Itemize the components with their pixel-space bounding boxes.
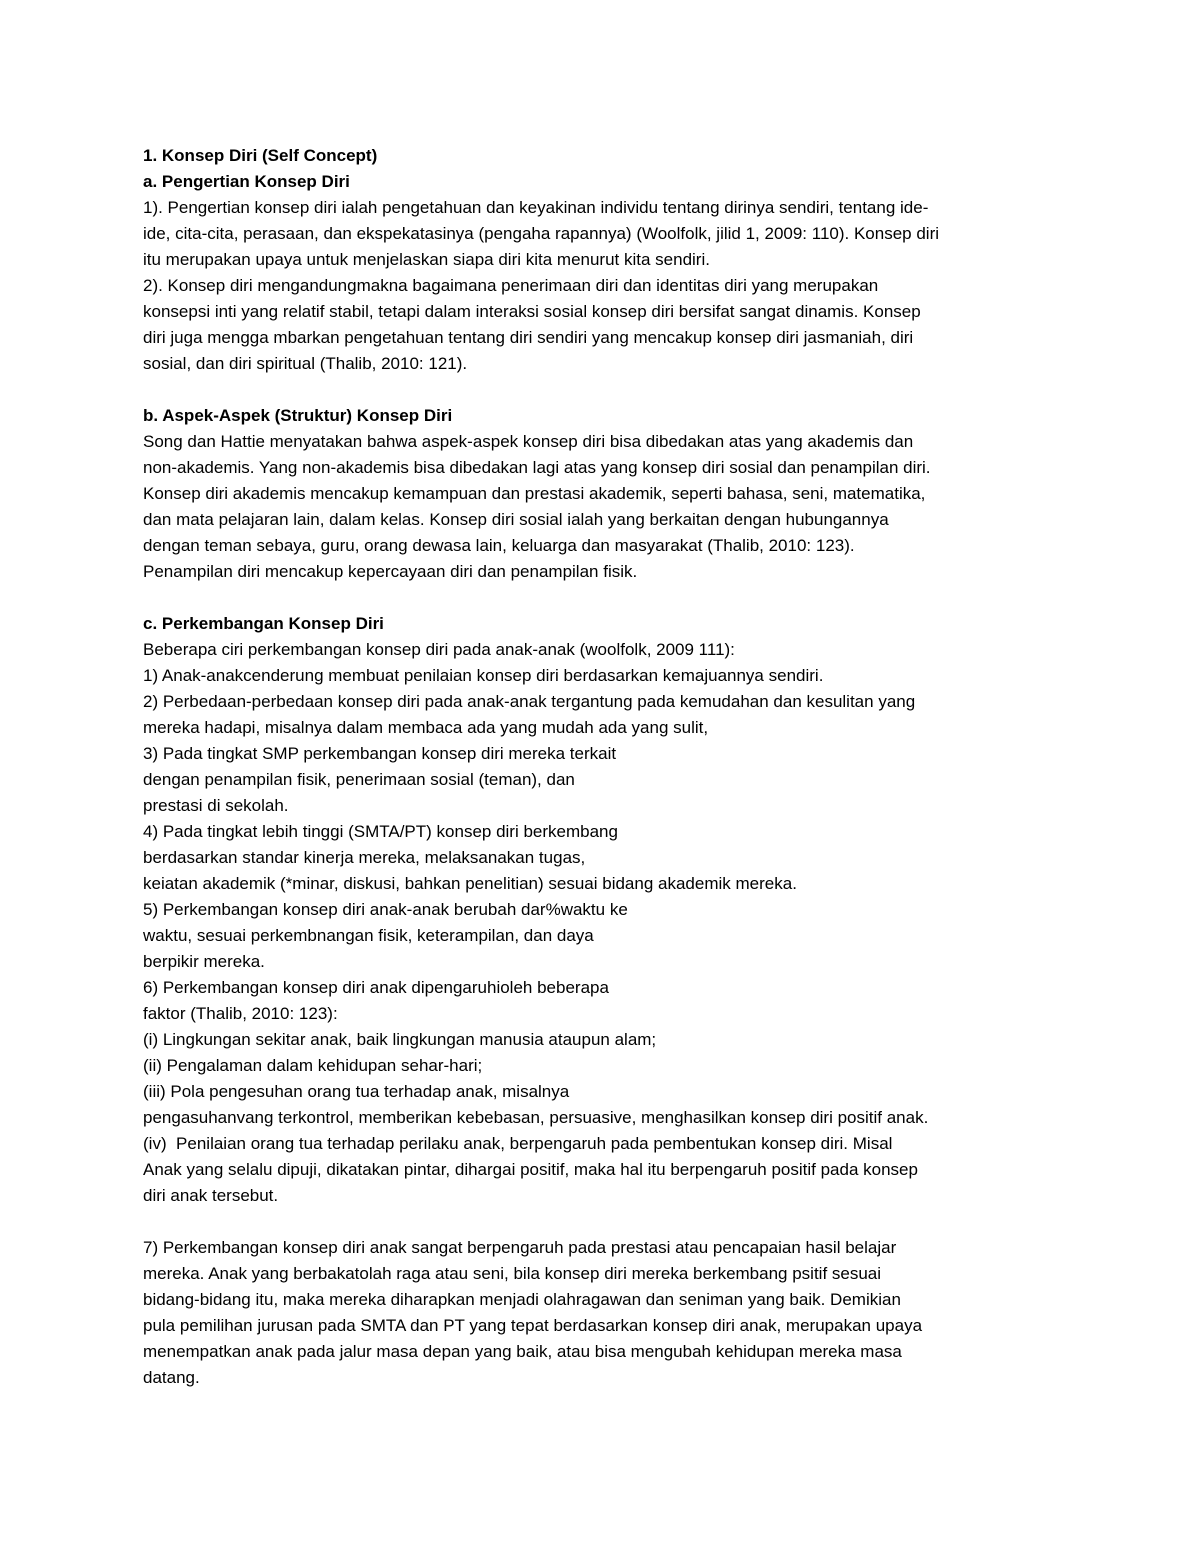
list-item-line: keiatan akademik (*minar, diskusi, bahkan penelitian) sesuai bidang akademik mereka. — [143, 874, 797, 893]
paragraph-line: konsepsi inti yang relatif stabil, tetapi dalam interaksi sosial konsep diri bersifat sangat dinamis. Konsep — [143, 302, 921, 321]
paragraph-line: bidang-bidang itu, maka mereka diharapkan menjadi olahragawan dan seniman yang baik. Demikian — [143, 1290, 901, 1309]
sub-list-item-line: (iv) Penilaian orang tua terhadap perilaku anak, berpengaruh pada pembentukan konsep diri. Misal — [143, 1134, 893, 1153]
paragraph-gap — [143, 377, 1063, 403]
paragraph-line: 2). Konsep diri mengandungmakna bagaimana penerimaan diri dan identitas diri yang merupakan — [143, 276, 879, 295]
section-title: 1. Konsep Diri (Self Concept) — [143, 146, 378, 165]
subsection-c-body — [143, 637, 1063, 1209]
paragraph-line: 7) Perkembangan konsep diri anak sangat berpengaruh pada prestasi atau pencapaian hasil belajar — [143, 1238, 897, 1257]
list-item-line: 5) Perkembangan konsep diri anak-anak berubah dar%waktu ke — [143, 900, 628, 919]
paragraph-line: Penampilan diri mencakup kepercayaan diri dan penampilan fisik. — [143, 562, 638, 581]
paragraph-line: diri juga mengga mbarkan pengetahuan tentang diri sendiri yang mencakup konsep diri jasmaniah, diri — [143, 328, 914, 347]
document-body — [143, 143, 1063, 1391]
subsection-c-heading: c. Perkembangan Konsep Diri — [143, 614, 384, 633]
paragraph-gap — [143, 585, 1063, 611]
sub-list-item-line: (iii) Pola pengesuhan orang tua terhadap anak, misalnya — [143, 1082, 570, 1101]
paragraph-line: menempatkan anak pada jalur masa depan yang baik, atau bisa mengubah kehidupan mereka masa — [143, 1342, 902, 1361]
subsection-b-body — [143, 429, 1063, 585]
subsection-b-heading: b. Aspek-Aspek (Struktur) Konsep Diri — [143, 406, 453, 425]
closing-paragraph — [143, 1235, 1063, 1391]
list-item-line: 2) Perbedaan-perbedaan konsep diri pada anak-anak tergantung pada kemudahan dan kesulitan yang — [143, 692, 916, 711]
paragraph-line: dengan teman sebaya, guru, orang dewasa lain, keluarga dan masyarakat (Thalib, 2010: 123). — [143, 536, 855, 555]
paragraph-line: datang. — [143, 1368, 200, 1387]
paragraph-gap — [143, 1209, 1063, 1235]
list-item-line: dengan penampilan fisik, penerimaan sosial (teman), dan — [143, 770, 575, 789]
list-item-line: berdasarkan standar kinerja mereka, melaksanakan tugas, — [143, 848, 586, 867]
sub-list-item-line: (i) Lingkungan sekitar anak, baik lingkungan manusia ataupun alam; — [143, 1030, 657, 1049]
paragraph-line: Konsep diri akademis mencakup kemampuan dan prestasi akademik, seperti bahasa, seni, matematika, — [143, 484, 926, 503]
sub-list-item-line: Anak yang selalu dipuji, dikatakan pintar, dihargai positif, maka hal itu berpengaruh positif pada konsep — [143, 1160, 918, 1179]
subsection-a-body — [143, 195, 1063, 377]
paragraph-line: 1). Pengertian konsep diri ialah pengetahuan dan keyakinan individu tentang dirinya sendiri, tentang ide- — [143, 198, 929, 217]
paragraph-line: dan mata pelajaran lain, dalam kelas. Konsep diri sosial ialah yang berkaitan dengan hubungannya — [143, 510, 889, 529]
paragraph-line: itu merupakan upaya untuk menjelaskan siapa diri kita menurut kita sendiri. — [143, 250, 710, 269]
sub-list-item-line: diri anak tersebut. — [143, 1186, 279, 1205]
list-item-line: 6) Perkembangan konsep diri anak dipengaruhioleh beberapa — [143, 978, 609, 997]
list-item-line: berpikir mereka. — [143, 952, 265, 971]
subsection-a-heading: a. Pengertian Konsep Diri — [143, 172, 350, 191]
paragraph-line: Song dan Hattie menyatakan bahwa aspek-aspek konsep diri bisa dibedakan atas yang akademis dan — [143, 432, 914, 451]
paragraph-line: mereka. Anak yang berbakatolah raga atau seni, bila konsep diri mereka berkembang psitif sesuai — [143, 1264, 882, 1283]
list-item-line: 3) Pada tingkat SMP perkembangan konsep diri mereka terkait — [143, 744, 617, 763]
list-item-line: 4) Pada tingkat lebih tinggi (SMTA/PT) konsep diri berkembang — [143, 822, 618, 841]
paragraph-line: sosial, dan diri spiritual (Thalib, 2010: 121). — [143, 354, 468, 373]
paragraph-line: Beberapa ciri perkembangan konsep diri pada anak-anak (woolfolk, 2009 111): — [143, 640, 735, 659]
paragraph-line: pula pemilihan jurusan pada SMTA dan PT yang tepat berdasarkan konsep diri anak, merupakan upaya — [143, 1316, 923, 1335]
paragraph-line: non-akademis. Yang non-akademis bisa dibedakan lagi atas yang konsep diri sosial dan penampilan diri. — [143, 458, 931, 477]
list-item-line: faktor (Thalib, 2010: 123): — [143, 1004, 338, 1023]
list-item-line: mereka hadapi, misalnya dalam membaca ada yang mudah ada yang sulit, — [143, 718, 709, 737]
sub-list-item-line: (ii) Pengalaman dalam kehidupan sehar-hari; — [143, 1056, 483, 1075]
list-item-line: 1) Anak-anakcenderung membuat penilaian konsep diri berdasarkan kemajuannya sendiri. — [143, 666, 824, 685]
sub-list-item-line: pengasuhanvang terkontrol, memberikan kebebasan, persuasive, menghasilkan konsep diri positif anak. — [143, 1108, 929, 1127]
list-item-line: waktu, sesuai perkembnangan fisik, keterampilan, dan daya — [143, 926, 594, 945]
list-item-line: prestasi di sekolah. — [143, 796, 289, 815]
paragraph-line: ide, cita-cita, perasaan, dan ekspekatasinya (pengaha rapannya) (Woolfolk, jilid 1, 2009: 110). Konsep diri — [143, 224, 940, 243]
